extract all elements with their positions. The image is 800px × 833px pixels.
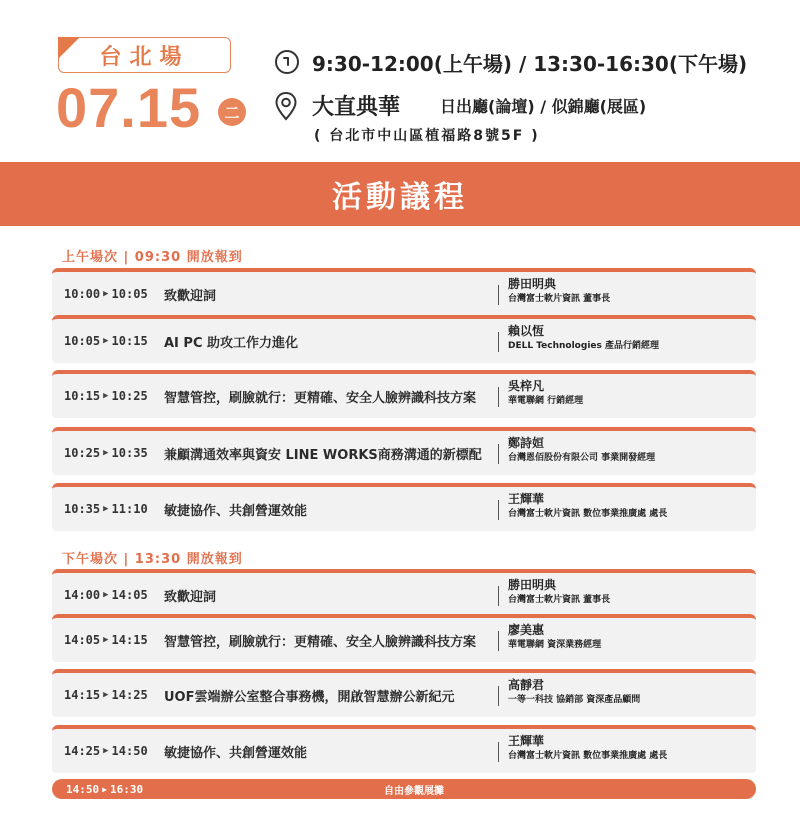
session-topic: 敏捷協作、共創營運效能 [164, 503, 308, 519]
arrow-icon: ▶ [103, 448, 109, 458]
speaker-name: 王輝華 [508, 492, 545, 506]
agenda-row [52, 427, 756, 475]
weekday-badge: 二 [218, 98, 246, 126]
arrow-icon: ▶ [103, 746, 109, 756]
speaker-title: 華電聯網 資深業務經理 [508, 640, 602, 650]
start-time: 10:00 [64, 287, 101, 301]
speaker-info [508, 577, 748, 608]
final-start-time: 14:50 [66, 782, 100, 796]
end-time: 10:15 [111, 334, 148, 348]
speaker-info [508, 491, 748, 522]
event-time: 9:30-12:00(上午場) / 13:30-16:30(下午場) [312, 52, 748, 76]
session-time [64, 431, 148, 475]
session-topic: 致歡迎詞 [164, 589, 217, 605]
morning-section-title: 上午場次 | 09:30 開放報到 [62, 250, 243, 265]
start-time: 14:25 [64, 744, 101, 758]
arrow-icon: ▶ [103, 590, 109, 600]
agenda-row [52, 569, 756, 617]
arrow-icon: ▶ [102, 784, 107, 794]
session-time [64, 487, 148, 531]
free-visit-bar [52, 779, 756, 799]
agenda-row [52, 315, 756, 363]
speaker-title: 一等一科技 協銷部 資深產品顧問 [508, 695, 641, 705]
speaker-name: 勝田明典 [508, 578, 557, 592]
speaker-name: 王輝華 [508, 734, 545, 748]
speaker-title: 華電聯網 行銷經理 [508, 396, 584, 406]
speaker-info [508, 276, 748, 307]
session-time [64, 673, 148, 717]
speaker-title: 台灣富士軟片資訊 董事長 [508, 294, 611, 304]
afternoon-section-title: 下午場次 | 13:30 開放報到 [62, 552, 243, 567]
arrow-icon: ▶ [103, 690, 109, 700]
event-date: 07.15 [56, 76, 202, 139]
speaker-name: 鄭詩姮 [508, 436, 545, 450]
divider [498, 631, 499, 651]
end-time: 10:05 [111, 287, 148, 301]
arrow-icon: ▶ [103, 336, 109, 346]
divider [498, 686, 499, 706]
end-time: 14:05 [111, 588, 148, 602]
divider [498, 586, 499, 606]
venue-name: 大直典華 [312, 95, 401, 120]
start-time: 10:25 [64, 446, 101, 460]
speaker-name: 賴以恆 [508, 324, 545, 338]
session-topic: 智慧管控，刷臉就行：更精確、安全人臉辨識科技方案 [164, 634, 477, 650]
agenda-row [52, 483, 756, 531]
speaker-name: 勝田明典 [508, 277, 557, 291]
end-time: 14:50 [111, 744, 148, 758]
speaker-info [508, 435, 748, 466]
agenda-banner: 活動議程 [0, 162, 800, 226]
end-time: 10:25 [111, 389, 148, 403]
start-time: 10:15 [64, 389, 101, 403]
session-topic: AI PC 助攻工作力進化 [164, 335, 299, 351]
start-time: 10:05 [64, 334, 101, 348]
arrow-icon: ▶ [103, 289, 109, 299]
speaker-title: DELL Technologies 產品行銷經理 [508, 341, 659, 351]
session-topic: 敏捷協作、共創營運效能 [164, 745, 308, 761]
divider [498, 444, 499, 464]
session-time [64, 319, 148, 363]
speaker-info [508, 677, 748, 708]
session-time [64, 272, 148, 316]
agenda-row [52, 268, 756, 316]
speaker-name: 高靜君 [508, 678, 545, 692]
venue-tag: 台北場 [58, 37, 231, 73]
start-time: 14:05 [64, 633, 101, 647]
speaker-title: 台灣恩佰股份有限公司 事業開發經理 [508, 453, 656, 463]
speaker-info [508, 733, 748, 764]
divider [498, 742, 499, 762]
speaker-title: 台灣富士軟片資訊 數位事業推廣處 處長 [508, 751, 668, 761]
tag-corner-decoration [58, 37, 80, 59]
end-time: 11:10 [111, 502, 148, 516]
speaker-name: 廖美惠 [508, 623, 545, 637]
start-time: 14:00 [64, 588, 101, 602]
end-time: 14:25 [111, 688, 148, 702]
arrow-icon: ▶ [103, 391, 109, 401]
final-label: 自由參觀展攤 [384, 785, 444, 797]
divider [498, 387, 499, 407]
speaker-title: 台灣富士軟片資訊 董事長 [508, 595, 611, 605]
venue-rooms: 日出廳(論壇) / 似錦廳(展區) [440, 97, 647, 116]
divider [498, 285, 499, 305]
divider [498, 500, 499, 520]
speaker-info [508, 622, 748, 653]
clock-icon [274, 49, 300, 75]
event-header [0, 0, 800, 162]
session-time [64, 374, 148, 418]
speaker-name: 吳梓凡 [508, 379, 545, 393]
session-topic: UOF雲端辦公室整合事務機，開啟智慧辦公新紀元 [164, 689, 455, 705]
session-topic: 致歡迎詞 [164, 288, 217, 304]
end-time: 14:15 [111, 633, 148, 647]
speaker-info [508, 323, 748, 354]
location-pin-icon [274, 91, 298, 121]
start-time: 14:15 [64, 688, 101, 702]
session-topic: 兼顧溝通效率與資安 LINE WORKS商務溝通的新標配 [164, 447, 482, 463]
end-time: 10:35 [111, 446, 148, 460]
agenda-row [52, 614, 756, 662]
session-topic: 智慧管控，刷臉就行：更精確、安全人臉辨識科技方案 [164, 390, 477, 406]
session-time [64, 573, 148, 617]
final-end-time: 16:30 [109, 782, 144, 796]
arrow-icon: ▶ [103, 504, 109, 514]
agenda-row [52, 370, 756, 418]
speaker-info [508, 378, 748, 409]
speaker-title: 台灣富士軟片資訊 數位事業推廣處 處長 [508, 509, 668, 519]
start-time: 10:35 [64, 502, 101, 516]
venue-address: ( 台北市中山區植福路8號5F ) [314, 128, 540, 144]
divider [498, 332, 499, 352]
agenda-row [52, 725, 756, 773]
session-time [64, 729, 148, 773]
agenda-row [52, 669, 756, 717]
arrow-icon: ▶ [103, 635, 109, 645]
session-time [64, 618, 148, 662]
